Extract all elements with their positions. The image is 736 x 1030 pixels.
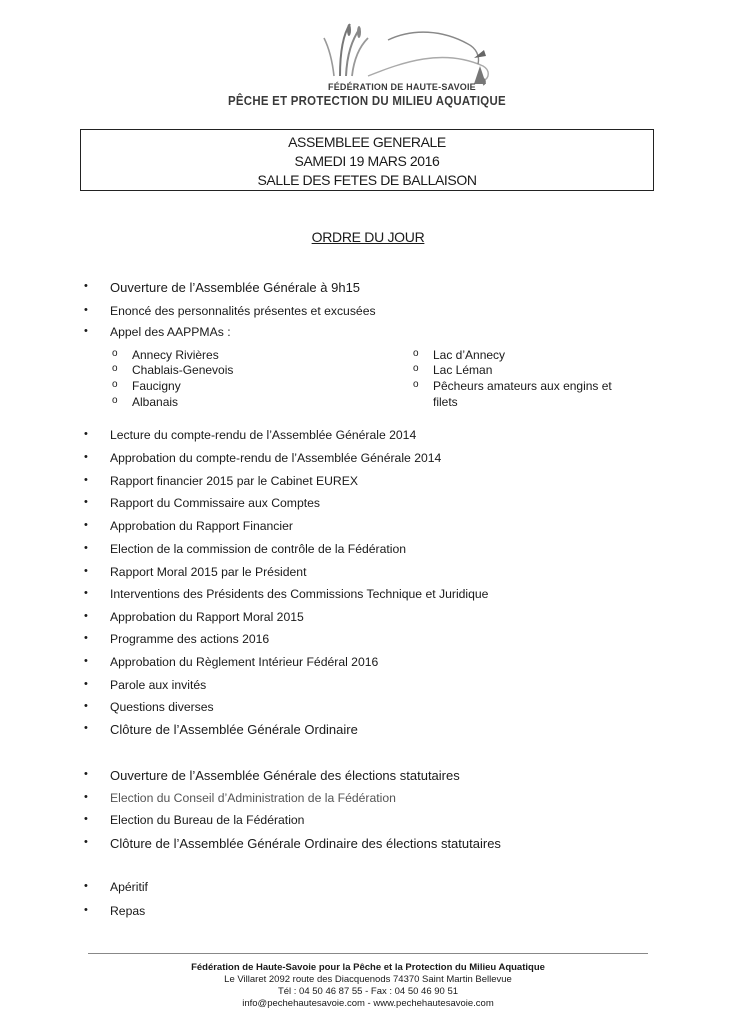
bullet-icon: • — [84, 632, 88, 644]
footer-web: info@pechehautesavoie.com - www.pechehautesavoie.com — [242, 998, 494, 1009]
sub-bullet-icon: o — [413, 379, 419, 390]
bullet-icon: • — [84, 325, 88, 337]
sub-bullet-icon: o — [413, 363, 419, 374]
federation-logo — [228, 18, 508, 108]
footer — [0, 962, 736, 1010]
event-header-box — [80, 129, 654, 191]
bullet-icon: • — [84, 813, 88, 825]
logo-federation-text: FÉDÉRATION DE HAUTE-SAVOIE — [328, 82, 476, 92]
bullet-icon: • — [84, 304, 88, 316]
footer-divider — [88, 953, 648, 954]
bullet-icon: • — [84, 496, 88, 508]
sub-bullet-icon: o — [112, 379, 118, 390]
bullet-icon: • — [84, 565, 88, 577]
bullet-icon: • — [84, 791, 88, 803]
bullet-icon: • — [84, 519, 88, 531]
footer-phone: Tél : 04 50 46 87 55 - Fax : 04 50 46 90 51 — [277, 986, 459, 997]
footer-address: Le Villaret 2092 route des Diacquenods 74370 Saint Martin Bellevue — [224, 974, 512, 985]
logo-fish-reeds-icon — [228, 18, 508, 88]
logo-tagline-text: PÊCHE ET PROTECTION DU MILIEU AQUATIQUE — [228, 93, 506, 108]
sub-bullet-icon: o — [112, 363, 118, 374]
bullet-icon: • — [84, 678, 88, 690]
bullet-icon: • — [84, 451, 88, 463]
sub-bullet-icon: o — [413, 348, 419, 359]
bullet-icon: • — [84, 542, 88, 554]
sub-bullet-icon: o — [112, 395, 118, 406]
bullet-icon: • — [84, 768, 88, 780]
event-title: ASSEMBLEE GENERALE — [288, 134, 446, 150]
bullet-icon: • — [84, 836, 88, 848]
bullet-icon: • — [84, 428, 88, 440]
bullet-icon: • — [84, 280, 88, 292]
footer-org: Fédération de Haute-Savoie pour la Pêche et la Protection du Milieu Aquatique — [191, 962, 545, 973]
event-venue: SALLE DES FETES DE BALLAISON — [257, 172, 477, 188]
bullet-icon: • — [84, 610, 88, 622]
bullet-icon: • — [84, 700, 88, 712]
sub-bullet-icon: o — [112, 348, 118, 359]
bullet-icon: • — [84, 474, 88, 486]
agenda-title: ORDRE DU JOUR — [311, 229, 425, 245]
bullet-icon: • — [84, 722, 88, 734]
event-date: SAMEDI 19 MARS 2016 — [294, 153, 440, 169]
bullet-icon: • — [84, 880, 88, 892]
bullet-icon: • — [84, 655, 88, 667]
bullet-icon: • — [84, 587, 88, 599]
bullet-icon: • — [84, 904, 88, 916]
